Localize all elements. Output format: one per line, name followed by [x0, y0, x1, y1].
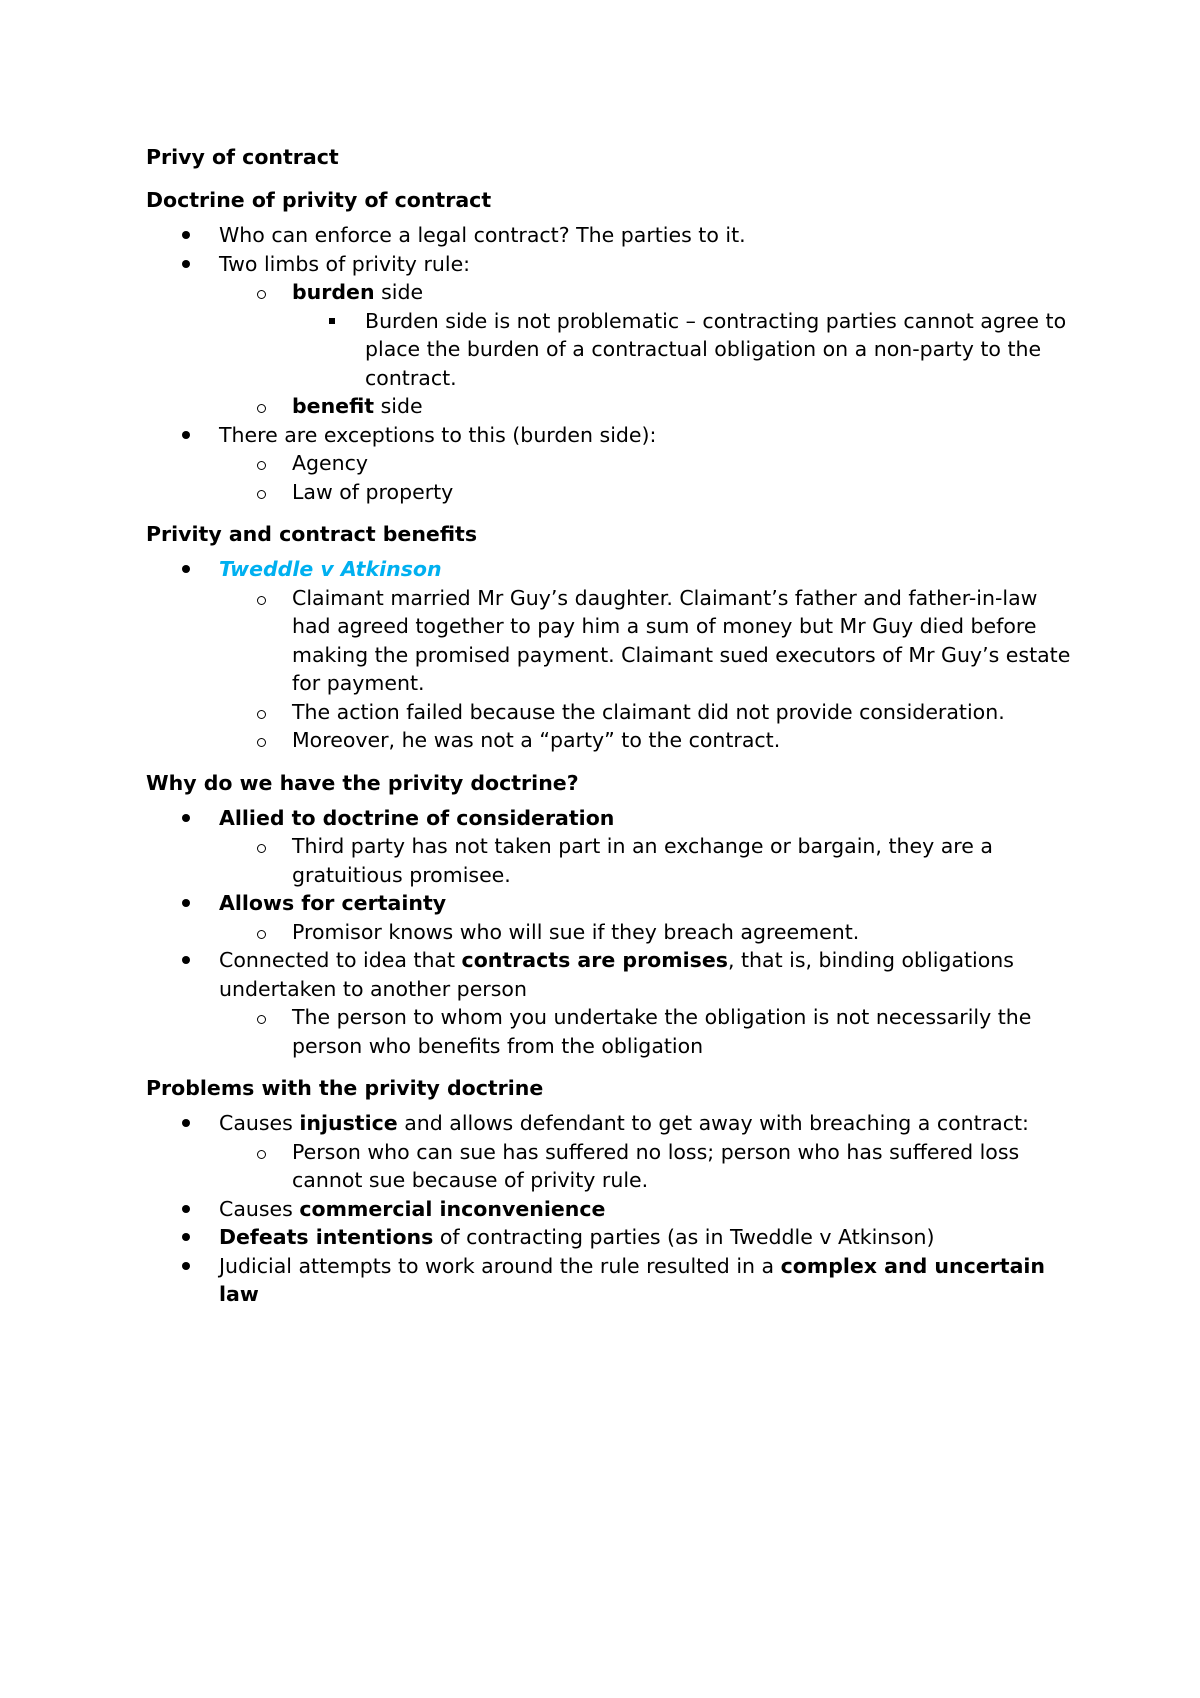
bullet-icon [182, 565, 190, 573]
list-item: Two limbs of privity rule: [146, 250, 1076, 279]
circle-bullet-icon [257, 710, 266, 719]
list-item: benefit side [146, 392, 1076, 421]
list-item: Agency [146, 449, 1076, 478]
benefits-list [146, 555, 1076, 755]
circle-bullet-icon [257, 404, 266, 413]
list-item: Moreover, he was not a “party” to the contract. [146, 726, 1076, 755]
bullet-icon [182, 1119, 190, 1127]
bullet-icon [182, 956, 190, 964]
circle-bullet-icon [257, 596, 266, 605]
square-bullet-icon [329, 318, 335, 324]
bullet-icon [182, 899, 190, 907]
list-item: The action failed because the claimant did not provide consideration. [146, 698, 1076, 727]
section-heading-benefits: Privity and contract benefits [146, 522, 478, 546]
list-item: Burden side is not problematic – contracting parties cannot agree to place the burden of a contractual obligation on a non-party to the contract. [146, 307, 1076, 393]
circle-bullet-icon [257, 290, 266, 299]
bullet-icon [182, 1233, 190, 1241]
bullet-icon [182, 260, 190, 268]
circle-bullet-icon [257, 1150, 266, 1159]
section-heading-doctrine: Doctrine of privity of contract [146, 188, 492, 212]
list-item [146, 555, 1076, 584]
document-title: Privy of contract [146, 145, 339, 169]
list-item: Law of property [146, 478, 1076, 507]
circle-bullet-icon [257, 1015, 266, 1024]
list-item: burden side [146, 278, 1076, 307]
list-item: Claimant married Mr Guy’s daughter. Claimant’s father and father-in-law had agreed together to pay him a sum of money but Mr Guy died before making the promised payment. Claimant sued executors of Mr Guy’s estate for payment. [146, 584, 1076, 698]
why-list [146, 804, 1076, 1061]
list-item: Judicial attempts to work around the rule resulted in a complex and uncertain law [146, 1252, 1076, 1309]
bullet-icon [182, 814, 190, 822]
circle-bullet-icon [257, 461, 266, 470]
list-item: Who can enforce a legal contract? The parties to it. [146, 221, 1076, 250]
list-item: Promisor knows who will sue if they breach agreement. [146, 918, 1076, 947]
list-item: Defeats intentions of contracting parties (as in Tweddle v Atkinson) [146, 1223, 1076, 1252]
list-item: Causes injustice and allows defendant to get away with breaching a contract: [146, 1109, 1076, 1138]
list-item: Person who can sue has suffered no loss; person who has suffered loss cannot sue because of privity rule. [146, 1138, 1076, 1195]
case-link-tweddle[interactable]: Tweddle v Atkinson [219, 557, 442, 581]
list-item: Allows for certainty [146, 889, 1076, 918]
list-item: The person to whom you undertake the obligation is not necessarily the person who benefits from the obligation [146, 1003, 1076, 1060]
problems-list [146, 1109, 1076, 1309]
bullet-icon [182, 1205, 190, 1213]
bullet-icon [182, 431, 190, 439]
bullet-icon [182, 231, 190, 239]
circle-bullet-icon [257, 490, 266, 499]
document-body [146, 143, 1076, 1315]
list-item: Causes commercial inconvenience [146, 1195, 1076, 1224]
bullet-icon [182, 1262, 190, 1270]
doctrine-list [146, 221, 1076, 506]
list-item: Connected to idea that contracts are promises, that is, binding obligations undertaken to another person [146, 946, 1076, 1003]
list-item: Allied to doctrine of consideration [146, 804, 1076, 833]
list-item: Third party has not taken part in an exchange or bargain, they are a gratuitious promisee. [146, 832, 1076, 889]
circle-bullet-icon [257, 930, 266, 939]
section-heading-problems: Problems with the privity doctrine [146, 1076, 544, 1100]
section-heading-why: Why do we have the privity doctrine? [146, 770, 579, 795]
circle-bullet-icon [257, 844, 266, 853]
list-item: There are exceptions to this (burden side): [146, 421, 1076, 450]
circle-bullet-icon [257, 738, 266, 747]
